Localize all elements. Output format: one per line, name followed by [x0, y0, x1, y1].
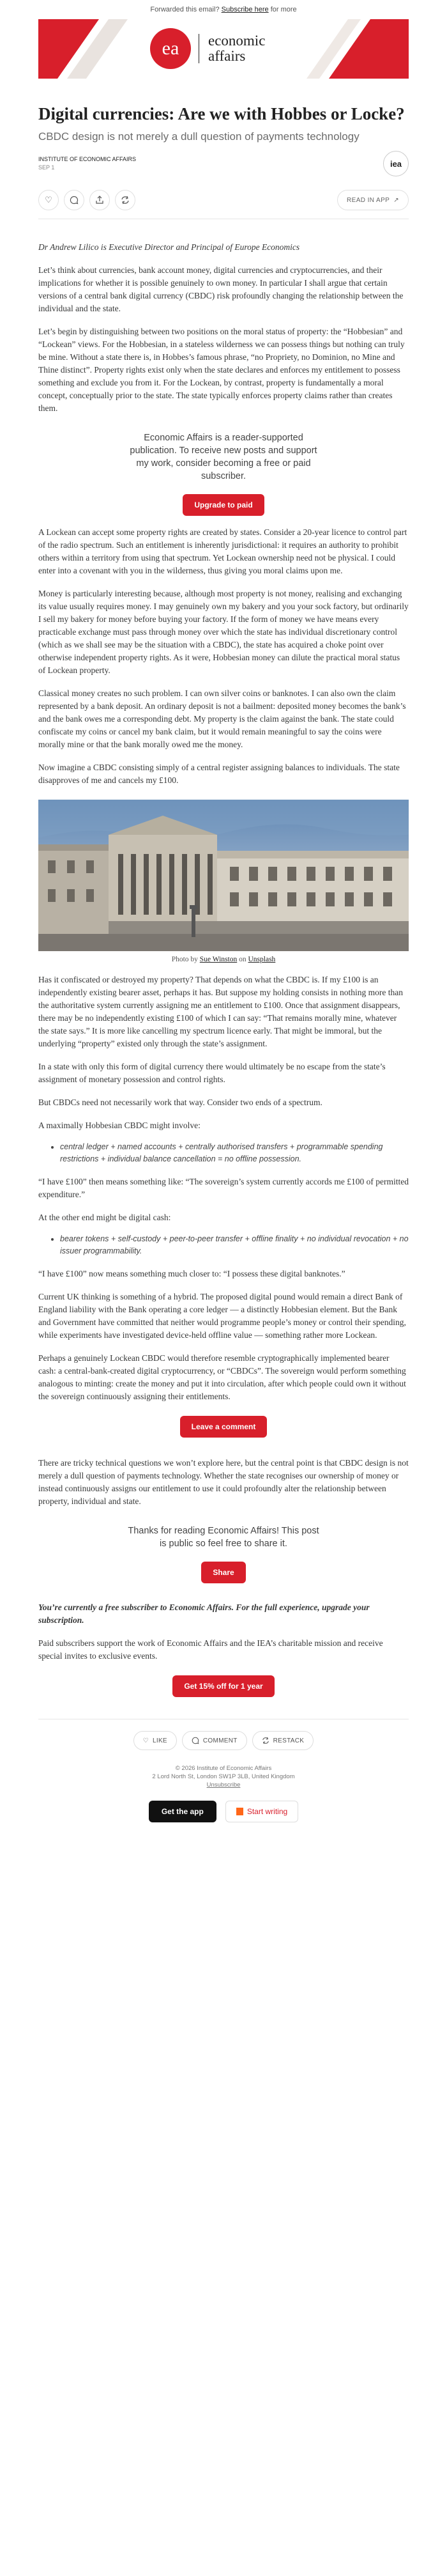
footer-like-button[interactable]	[133, 1731, 177, 1750]
unsplash-link[interactable]: Unsplash	[248, 956, 276, 963]
paragraph: Has it confiscated or destroyed my property? That depends on what the CBDC is. If my £100 is an independently existing bearer asset, perhaps it has. But suppose my holding consists in nothing more than the authoritative system currently assigning me an entitlement to £100. Once that assignment disappears, there may be no independently existing £100 of which I can say: “That remains morally mine, whatever the state says.” It is more like cancelling my spectrum licence early. That might be immoral, but the underlying “property” existed only through the state’s assignment.	[38, 975, 404, 1048]
content-column	[38, 19, 409, 1822]
start-writing-button[interactable]	[225, 1801, 298, 1822]
upgrade-text: Paid subscribers support the work of Economic Affairs and the IEA’s charitable mission and receive special invites to exclusive events.	[38, 1638, 383, 1661]
restack-arrows-icon	[262, 1737, 269, 1744]
share-button[interactable]: Share	[201, 1562, 245, 1583]
publication-logo	[150, 28, 265, 69]
share-prompt	[38, 1525, 409, 1583]
paragraph: There are tricky technical questions we won’t explore here, but the central point is that CBDC design is not merely a dull question of payments technology. Whether the state recognises our ownership of money or instead continuously assigns our entitlement to use it could profoundly alter the relationship between property, individual and state.	[38, 1458, 409, 1506]
address: 2 Lord North St, London SW1P 3LB, United Kingdom	[152, 1773, 295, 1780]
hobbesian-formula-list	[38, 1141, 409, 1165]
paragraph: Perhaps a genuinely Lockean CBDC would therefore resemble cryptographically implemented bearer cash: a central-bank-created digital cryptocurrency, or “CBDCs”. The sovereign would perform something analogous to minting: create the money and put it into circulation, after which people could own it without the sovereign continuously assigning their entitlements.	[38, 1353, 406, 1401]
byline	[38, 150, 409, 177]
speech-bubble-icon	[192, 1737, 199, 1744]
post-actions	[38, 190, 409, 219]
upgrade-italic-note: You’re currently a free subscriber to Economic Affairs. For the full experience, upgrade your subscription.	[38, 1602, 370, 1625]
paragraph: Classical money creates no such problem. I can own silver coins or banknotes. I can also own the claim represented by a bank deposit. An ordinary deposit is not a bailment: deposited money becomes the bank’s and the bank owes me a corresponding debt. My property is the claim against the bank. The state could confiscate my coins or cancel my bank claim, but it would remain meaningful to say the coins were morally mine or that the bank morally owed me the money.	[38, 688, 406, 749]
upgrade-section	[38, 1601, 409, 1663]
article-body-3	[38, 974, 409, 1132]
logo-line-1: economic	[208, 33, 266, 49]
paragraph: At the other end might be digital cash:	[38, 1213, 171, 1222]
post-date: SEP 1	[38, 164, 55, 171]
discount-upgrade-button[interactable]: Get 15% off for 1 year	[172, 1675, 274, 1697]
paragraph: In a state with only this form of digital currency there would ultimately be no escape from the state’s assignment of monetary possession and control rights.	[38, 1062, 386, 1084]
comment-label: COMMENT	[202, 1737, 238, 1744]
hobbesian-formula: • central ledger + named accounts + centrally authorised transfers + programmable spending restrictions + individual balance cancellation = no offline possession.	[60, 1141, 409, 1165]
caption-prefix: Photo by	[171, 956, 198, 963]
comment-cta	[38, 1416, 409, 1438]
paragraph: “I have £100” then means something like: “The sovereign’s system currently accords me £100 of permitted expenditure.”	[38, 1177, 409, 1199]
article-body	[38, 241, 409, 415]
leave-comment-button[interactable]: Leave a comment	[180, 1416, 268, 1438]
author-avatar[interactable]: iea	[383, 151, 409, 176]
substack-icon	[236, 1808, 243, 1815]
subscribe-message: Economic Affairs is a reader-supported publication. To receive new posts and support my work, consider becoming a free or paid subscriber.	[130, 433, 317, 481]
upgrade-cta	[38, 1675, 409, 1697]
read-in-app-label: READ IN APP	[347, 196, 390, 204]
article-body-5	[38, 1268, 409, 1403]
photo-caption	[38, 956, 409, 963]
photographer-link[interactable]: Sue Winston	[199, 956, 238, 963]
get-the-app-button[interactable]: Get the app	[149, 1801, 216, 1822]
paragraph: “I have £100” now means something much closer to: “I possess these digital banknotes.”	[38, 1269, 345, 1278]
heart-icon: ♡	[142, 1737, 149, 1744]
like-label: LIKE	[153, 1737, 167, 1744]
caption-mid: on	[239, 956, 246, 963]
read-in-app-button[interactable]	[337, 190, 409, 210]
paragraph: Now imagine a CBDC consisting simply of a central register assigning balances to individuals. The state disapproves of me and cancels my £100.	[38, 763, 400, 785]
paragraph: A Lockean can accept some property rights are created by states. Consider a 20-year licence to control part of the radio spectrum. Such an entitlement is inherently jurisdictional: it requires an authority to prohibit others within a territory from using that spectrum. Yet Lockean ownership need not be physical. I could enter into a covenant with you in the wilderness, thus giving you moral claims upon me.	[38, 527, 407, 575]
footer-comment-button[interactable]	[182, 1731, 247, 1750]
restack-label: RESTACK	[273, 1737, 305, 1744]
paragraph: Let’s begin by distinguishing between two positions on the moral status of property: the “Hobbesian” and “Lockean” views. For the Hobbesian, in a stateless wilderness we can possess things but nothing can truly be mine. Without a state there is, in Hobbes’s famous phrase, “no Propriety, no Dominion, no Mine and Thine distinct”. Property rights exist only when the state declares and enforces my entitlement to possess something and exclude you from it. For the Lockean, by contrast, property is fundamentally a moral concept, conceptually prior to the state. The state typically enforces property claims rather than creates them.	[38, 327, 405, 413]
article-body-6	[38, 1457, 409, 1508]
author-name[interactable]: INSTITUTE OF ECONOMIC AFFAIRS	[38, 156, 137, 162]
subscribe-prompt	[38, 431, 409, 516]
bank-of-england-photo[interactable]	[38, 800, 409, 951]
footer-restack-button[interactable]	[252, 1731, 314, 1750]
share-icon[interactable]	[89, 190, 110, 210]
restack-icon[interactable]	[115, 190, 135, 210]
app-buttons	[38, 1801, 409, 1822]
lockean-formula: • bearer tokens + self-custody + peer-to-peer transfer + offline finality + no individual revocation + no issuer programmability.	[60, 1233, 409, 1257]
paragraph: A maximally Hobbesian CBDC might involve:	[38, 1121, 201, 1130]
post-subtitle: CBDC design is not merely a dull question of payments technology	[38, 130, 360, 143]
forward-note-text: Forwarded this email?	[150, 6, 220, 13]
byline-text	[38, 155, 136, 172]
copyright: © 2026 Institute of Economic Affairs	[175, 1765, 272, 1772]
paragraph: Let’s think about currencies, bank account money, digital currencies and cryptocurrencies, and their implications for whether it is possible genuinely to own money. In particular I shall argue that certain versions of a central bank digital currency (CBDC) risk profoundly changing the relationship between the individual and the state.	[38, 265, 404, 313]
logo-mark: ea	[150, 28, 191, 69]
like-icon[interactable]: ♡	[38, 190, 59, 210]
forward-note	[0, 0, 447, 19]
start-writing-label: Start writing	[246, 1807, 288, 1816]
arrow-up-right-icon: ↗	[393, 196, 399, 204]
unsubscribe-link[interactable]: Unsubscribe	[206, 1781, 241, 1788]
post-title[interactable]: Digital currencies: Are we with Hobbes or Locke?	[38, 104, 405, 123]
comment-icon[interactable]	[64, 190, 84, 210]
lockean-formula-list	[38, 1233, 409, 1257]
footer-info	[38, 1764, 409, 1789]
subscribe-link[interactable]: Subscribe here	[221, 6, 269, 13]
paragraph: Money is particularly interesting because, although most property is not money, realising and exchanging its value usually requires money. I may genuinely own my bakery and you your sock factory, but ordinarily I sell my bakery for money before buying your factory. If the form of money we have means every practicable exchange must pass through money over which the state has individual discretionary control (which as we shall see may be the situation with a CBDC), the state has acquired a choke point over otherwise independent property rights. As it were, Hobbesian money can dilute the practical moral status of Lockean property.	[38, 589, 409, 675]
paragraph: Current UK thinking is something of a hybrid. The proposed digital pound would remain a direct Bank of England liability with the Bank operating a core ledger — a distinctly Hobbesian element. But the Bank and Government have committed that neither would programme people’s money or control their spending, while experiments have investigated device-held offline value — something rather more Lockean.	[38, 1292, 406, 1340]
footer-actions	[38, 1731, 409, 1750]
paragraph: But CBDCs need not necessarily work that way. Consider two ends of a spectrum.	[38, 1098, 322, 1107]
logo-line-2: affairs	[208, 48, 246, 64]
share-message: Thanks for reading Economic Affairs! This post is public so feel free to share it.	[128, 1526, 319, 1549]
action-icons	[38, 190, 135, 210]
forward-note-suffix: for more	[270, 6, 297, 13]
article-body-2	[38, 526, 409, 787]
upgrade-to-paid-button[interactable]: Upgrade to paid	[183, 494, 264, 516]
building-illustration	[38, 800, 409, 951]
publication-banner[interactable]	[38, 19, 409, 79]
article-body-4	[38, 1175, 409, 1224]
logo-wordmark	[208, 33, 265, 64]
author-intro: Dr Andrew Lilico is Executive Director and Principal of Europe Economics	[38, 242, 300, 252]
